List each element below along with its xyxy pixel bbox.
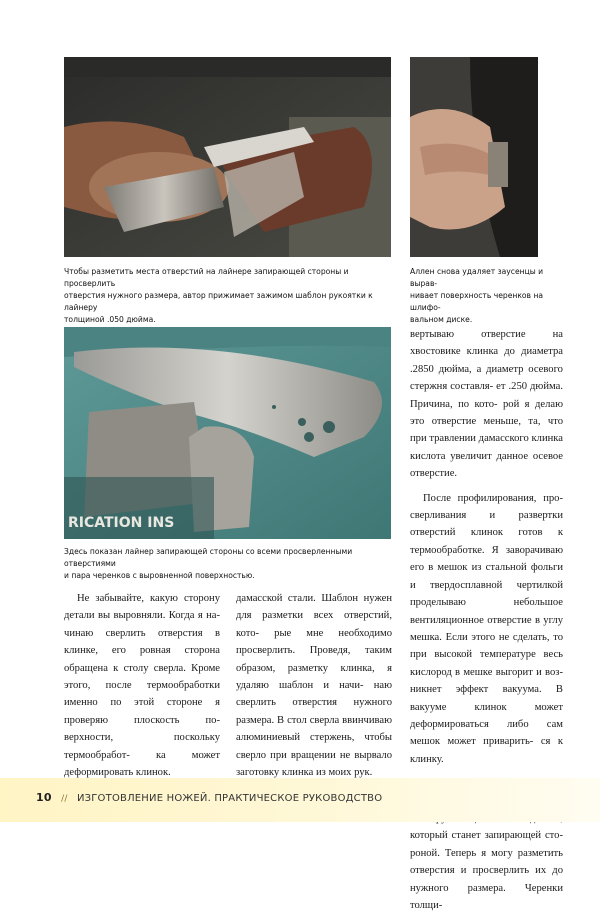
caption-line: Чтобы разметить места отверстий на лайнере запирающей стороны и просверлить [64,267,349,288]
caption-line: вальном диске. [410,315,473,324]
caption-line: Здесь показан лайнер запирающей стороны со всеми просверленными отверстиями [64,547,353,568]
text-line: клинок может деформироваться [410,701,563,730]
text-line: алюминиевый стержень, чтобы [236,732,392,744]
text-line: стороне я проверяю плоскость по- [64,697,220,726]
text-line: Проведя, таким образом, разметку [236,645,392,674]
text-line: Не забывайте, какую сторону [77,593,220,604]
text-line: термообработки именно по этой [64,680,220,709]
text-line: ет .250 дюйма. Причина, по кото- [410,381,563,410]
text-line: клинок готов к термообработке. [410,527,563,556]
text-line: его ровная сторона обращена к [64,645,220,674]
paragraph [64,590,220,781]
text-line: заготовку клинка из моих рук. [236,767,373,779]
text-line: либо сам мешок может приварить- [410,718,563,748]
footer-content [36,791,382,804]
photo-liner-with-holes [64,327,391,539]
text-line: для разметки всех отверстий, кото- [236,610,392,639]
paragraph [236,590,392,781]
text-line: клинка, я удаляю шаблон и начи- [236,662,392,692]
text-line: вертываю отверстие на хвостовике [410,329,563,358]
text-line: ся к клинку. [410,736,563,765]
text-line: верхности, поскольку термообработ- [64,732,220,761]
text-line: при высокой температуре весь [410,649,563,661]
caption-line: нивает поверхность черенков на шлифо- [410,291,544,312]
text-line: После профилирования, про- [423,492,563,504]
text-line: роной. Теперь я могу разметить [410,847,563,859]
text-line: клинка кислота увеличит данное [410,433,563,462]
paragraph [410,490,563,769]
photo-clamping-template [64,57,391,257]
text-line: стальной фольги и твердосплавной [410,562,564,591]
text-line: рые мне необходимо просверлить. [236,627,392,657]
text-line: размера. В стол сверла ввинчиваю [236,714,392,726]
text-line: ка может деформировать клинок. [64,749,220,779]
text-line: детали вы выровняли. Когда я на- [64,610,220,622]
caption-line: толщиной .050 дюйма. [64,315,156,324]
text-line: чинаю сверлить отверстия в клинке, [64,627,220,657]
book-title: ИЗГОТОВЛЕНИЕ НОЖЕЙ. ПРАКТИЧЕСКОЕ РУКОВОДСТВО [76,793,383,804]
page-number: 10 [36,791,52,804]
text-line: чертилкой проделываю небольшое [410,579,563,609]
text-line: отверстия и просверлить их до [410,865,563,877]
machine-plate-text: RICATION INS [68,515,175,531]
text-line: клинка до диаметра .2850 дюйма, а [410,346,563,375]
text-line: мешка. Если этого не сделать, то [410,631,563,643]
text-line: сверливания и развертки отверстий [410,510,563,539]
slash-mark-icon: // [61,794,68,804]
text-line: нужного размера. Черенки толщи- [410,882,563,911]
text-line: Я заворачиваю его в мешок из [410,544,563,574]
caption-line: отверстия нужного размера, автор прижимает зажимом шаблон рукоятки к лайнеру [64,291,373,312]
paragraph [410,326,563,483]
text-line: вентиляционное отверстие в углу [410,614,563,626]
caption-line: и пара черенков с выровненной поверхностью. [64,571,255,580]
text-line: та, что при травлении дамасского [410,416,563,445]
text-line: столу сверла. Кроме этого, после [64,662,220,692]
caption-line: Аллен снова удаляет заусенцы и вырав- [410,267,544,288]
text-line: диаметр осевого стержня составля- [410,363,563,393]
text-line: никнет эффект вакуума. В вакууме [410,684,563,713]
text-line: кислород в мешке выгорит и воз- [410,666,563,678]
text-line: наю сверлить отверстия нужного [236,680,392,709]
text-column-2 [236,590,392,799]
caption-photo1 [64,266,394,326]
photo-grinding-disc [410,57,538,257]
text-column-3 [410,326,563,914]
text-line: сверло при вращении не вырвало [236,749,392,761]
text-line: дамасской стали. Шаблон нужен [236,593,392,604]
text-line: рой я делаю это отверстие меньше, [410,398,563,428]
text-line: осевое отверстие. [410,450,563,480]
page-footer [0,778,600,822]
text-line: который станет запирающей сто- [410,830,563,842]
caption-photo2 [410,266,550,326]
caption-photo3 [64,546,394,582]
